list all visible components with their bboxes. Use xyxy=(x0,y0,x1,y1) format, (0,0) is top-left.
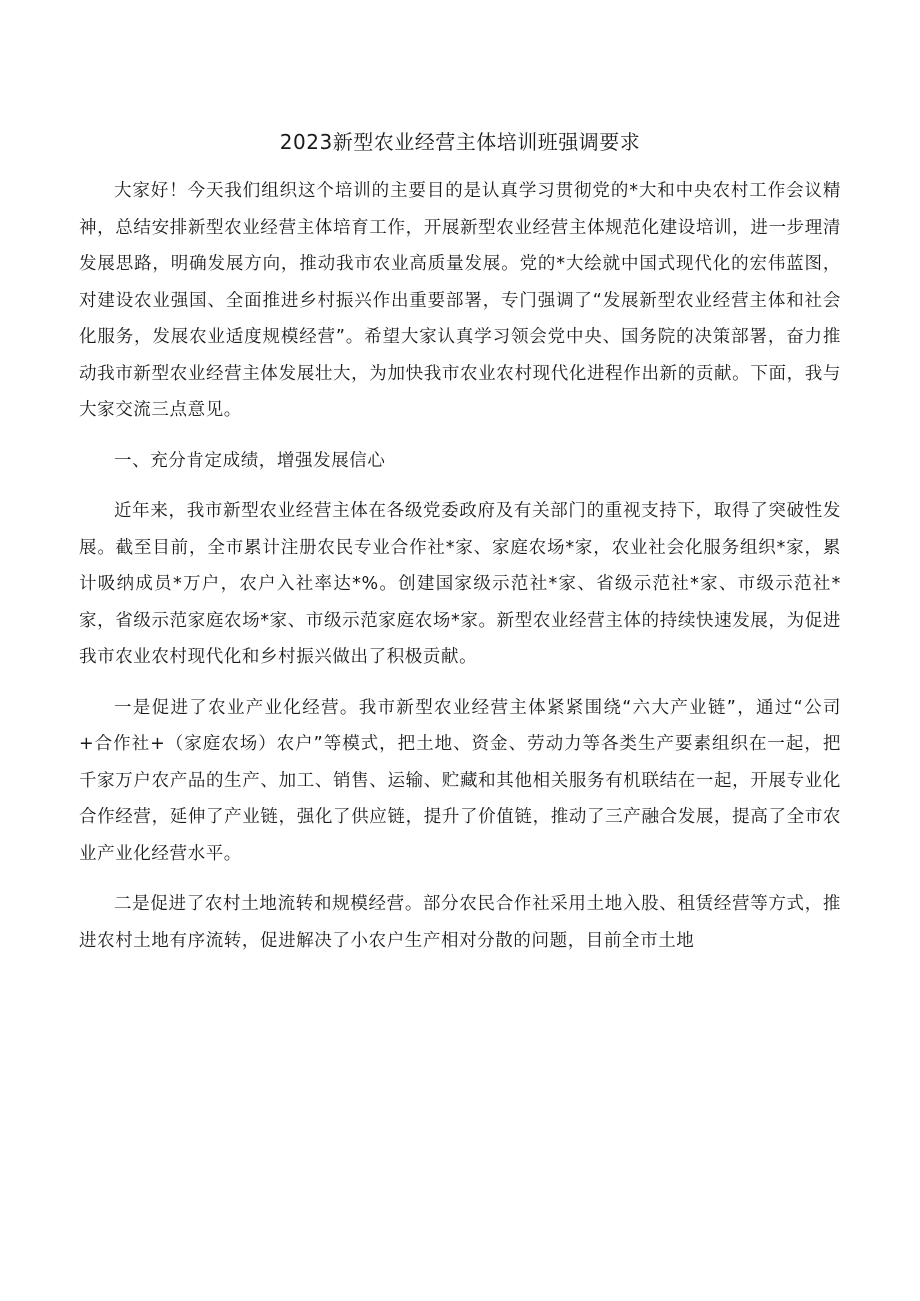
section-heading-1: 一、充分肯定成绩，增强发展信心 xyxy=(114,450,386,471)
document-title: 2023新型农业经营主体培训班强调要求 xyxy=(279,130,641,154)
paragraph-intro: 大家好！今天我们组织这个培训的主要目的是认真学习贯彻党的*大和中央农村工作会议精神，总结安排新型农业经营主体培育工作，开展新型农业经营主体规范化建设培训，进一步理清发展思路，明确发展方向，推动我市农业高质量发展。党的*大绘就中国式现代化的宏伟蓝图，对建设农业强国、全面推进乡村振兴作出重要部署，专门强调了“发展新型农业经营主体和社会化服务，发展农业适度规模经营”。希望大家认真学习领会党中央、国务院的决策部署，奋力推动我市新型农业经营主体发展壮大，为加快我市农业农村现代化进程作出新的贡献。下面，我与大家交流三点意见。 xyxy=(79,181,841,420)
paragraph-achievements: 近年来，我市新型农业经营主体在各级党委政府及有关部门的重视支持下，取得了突破性发展。截至目前，全市累计注册农民专业合作社*家、家庭农场*家，农业社会化服务组织*家，累计吸纳成员*万户，农户入社率达*%。创建国家级示范社*家、省级示范社*家、市级示范社*家，省级示范家庭农场*家、市级示范家庭农场*家。新型农业经营主体的持续快速发展，为促进我市农业农村现代化和乡村振兴做出了积极贡献。 xyxy=(79,501,841,667)
paragraph-industrialization: 一是促进了农业产业化经营。我市新型农业经营主体紧紧围绕“六大产业链”，通过“公司+合作社+（家庭农场）农户”等模式，把土地、资金、劳动力等各类生产要素组织在一起，把千家万户农产品的生产、加工、销售、运输、贮藏和其他相关服务有机联结在一起，开展专业化合作经营，延伸了产业链，强化了供应链，提升了价值链，推动了三产融合发展，提高了全市农业产业化经营水平。 xyxy=(79,697,841,864)
paragraph-land-transfer: 二是促进了农村土地流转和规模经营。部分农民合作社采用土地入股、租赁经营等方式，推进农村土地有序流转，促进解决了小农户生产相对分散的问题，目前全市土地 xyxy=(79,894,841,951)
document-body xyxy=(79,173,841,973)
